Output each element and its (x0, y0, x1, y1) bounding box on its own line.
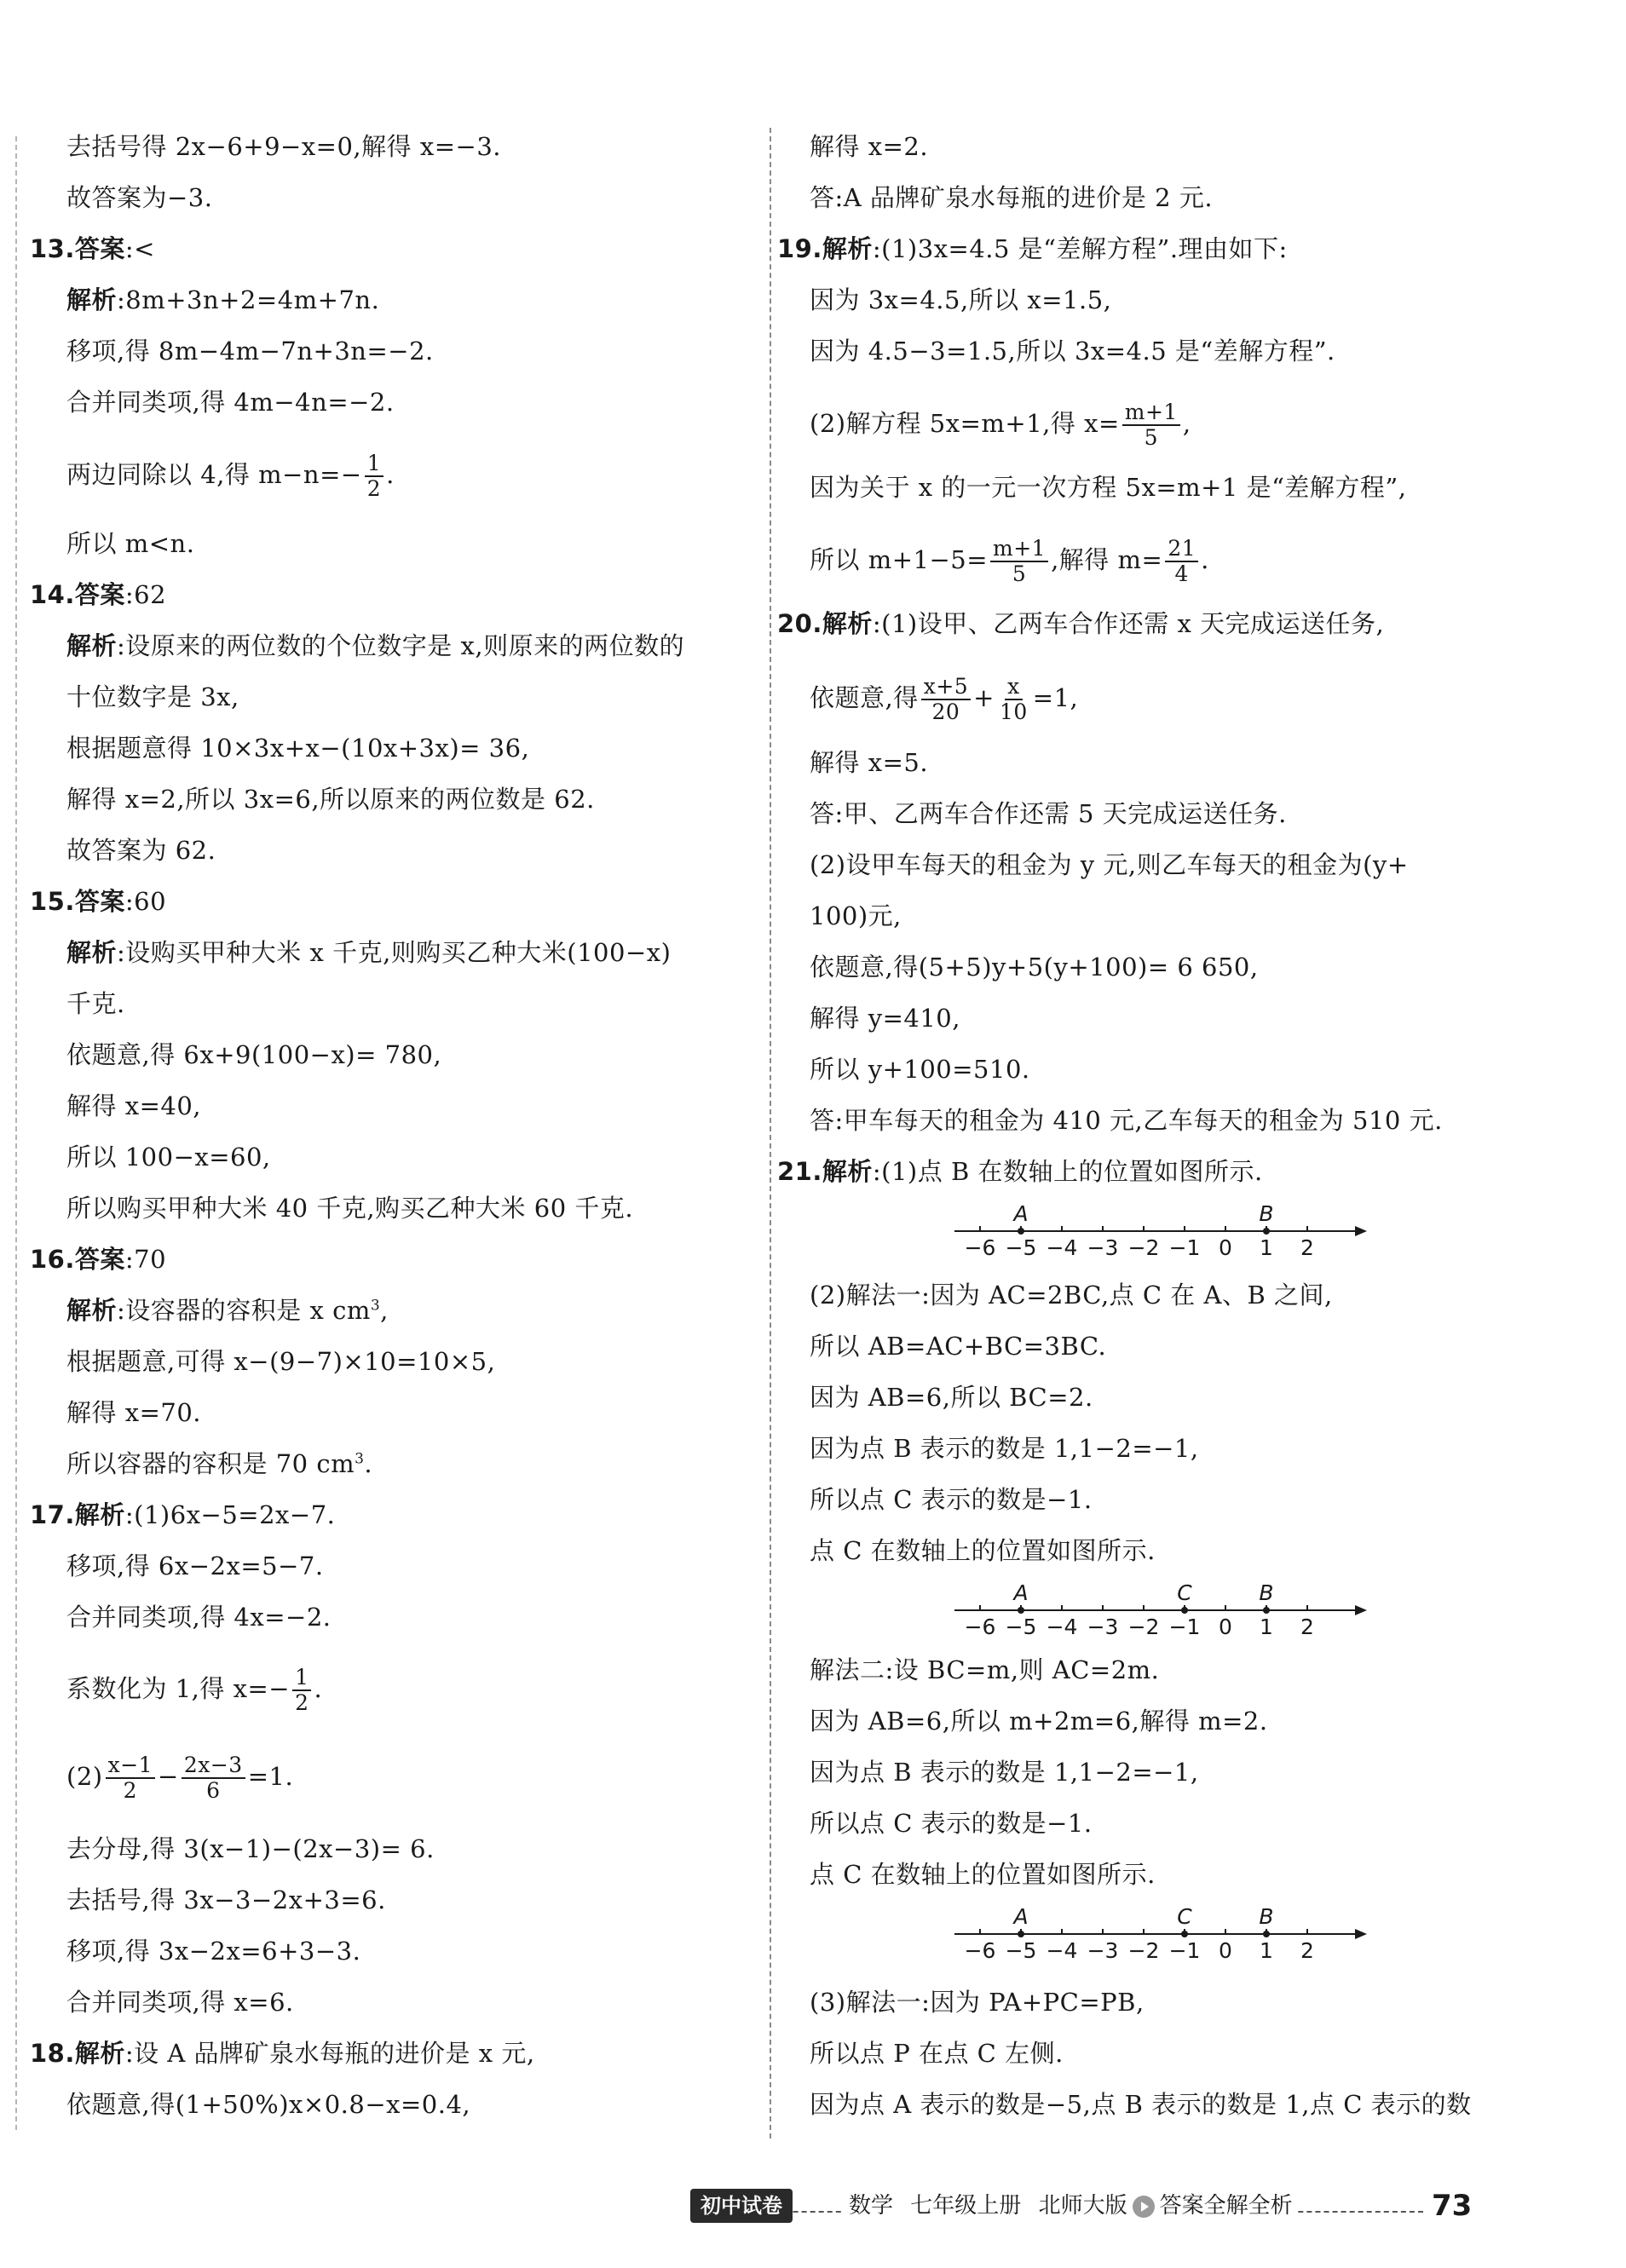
numerator: 2x−3 (182, 1753, 245, 1779)
fraction (1165, 537, 1198, 586)
fraction (997, 675, 1030, 724)
analysis-text: :设容器的容积是 x cm (117, 1296, 371, 1325)
text-line: (2)设甲车每天的租金为 y 元,则乙车每天的租金为(y+ (810, 850, 1409, 879)
fraction (1122, 400, 1180, 450)
point-dot (1018, 1228, 1024, 1235)
numerator: x+5 (921, 675, 971, 700)
q17-analysis (30, 1498, 335, 1532)
text-line: 解得 y=410, (810, 1004, 960, 1033)
series-badge: 初中试卷 (690, 2189, 793, 2223)
analysis-label: 解析 (66, 285, 118, 314)
tick-label: 1 (1260, 1615, 1273, 1639)
text-line: 因为 AB=6,所以 BC=2. (810, 1383, 1093, 1412)
fraction (365, 452, 383, 501)
text-line: 依题意,得 6x+9(100−x)= 780, (66, 1040, 442, 1069)
denominator: 4 (1174, 561, 1189, 586)
point-dot (1181, 1607, 1188, 1614)
point-dot (1263, 1607, 1270, 1614)
fraction (182, 1753, 245, 1803)
text-segment: 所以 m+1−5= (810, 545, 989, 574)
point-dot (1263, 1228, 1270, 1235)
denominator: 2 (366, 476, 382, 501)
page-number: 73 (1432, 2189, 1473, 2223)
point-label: A (1013, 1580, 1029, 1605)
text-segment: , (380, 1296, 389, 1325)
tick-label: −1 (1168, 1938, 1201, 1963)
text-line-with-fraction (810, 400, 1191, 450)
denominator: 10 (999, 699, 1028, 724)
fraction (106, 1753, 155, 1803)
tick-label: 2 (1300, 1235, 1314, 1260)
text-segment: . (1201, 545, 1209, 574)
text-line: 根据题意,可得 x−(9−7)×10=10×5, (66, 1347, 496, 1376)
answer-value: :60 (124, 887, 167, 916)
text-line: 十位数字是 3x, (66, 682, 239, 711)
tick-label: 0 (1219, 1235, 1232, 1260)
text-line: 所以购买甲种大米 40 千克,购买乙种大米 60 千克. (66, 1194, 634, 1223)
tick-label: −2 (1127, 1938, 1160, 1963)
analysis-label: 解析 (822, 609, 873, 638)
answer-label: 答案 (74, 1245, 125, 1274)
text-line: 去括号得 2x−6+9−x=0,解得 x=−3. (66, 132, 501, 161)
text-segment: ,解得 m= (1051, 545, 1163, 574)
point-dot (1263, 1931, 1270, 1937)
analysis-label: 解析 (66, 631, 118, 660)
tick-label: 1 (1260, 1938, 1273, 1963)
question-number: 15. (30, 887, 75, 916)
analysis-text: :(1)设甲、乙两车合作还需 x 天完成运送任务, (872, 609, 1385, 638)
denominator: 6 (206, 1778, 221, 1803)
column-divider (770, 128, 771, 2138)
tick-label: −6 (964, 1938, 996, 1963)
text-segment: , (1182, 409, 1191, 438)
text-line: 因为 3x=4.5,所以 x=1.5, (810, 285, 1112, 314)
answer-label: 答案 (74, 580, 125, 609)
point-label: A (1013, 1904, 1029, 1929)
tick-label: −4 (1046, 1235, 1078, 1260)
edition-label: 北师大版 (1038, 2193, 1127, 2219)
fraction (990, 537, 1048, 586)
text-line: 合并同类项,得 4m−4n=−2. (66, 388, 395, 417)
text-line: 解法二:设 BC=m,则 AC=2m. (810, 1655, 1160, 1684)
answer-value: :70 (124, 1245, 167, 1274)
number-line-3 (954, 1900, 1466, 1972)
subject-label: 数学 (849, 2193, 894, 2219)
point-dot (1018, 1607, 1024, 1614)
text-line: 因为 AB=6,所以 m+2m=6,解得 m=2. (810, 1707, 1268, 1736)
superscript: 3 (355, 1450, 365, 1468)
tick-label: −4 (1046, 1938, 1078, 1963)
analysis-label: 解析 (822, 234, 873, 263)
analysis-text: :设购买甲种大米 x 千克,则购买乙种大米(100−x) (117, 938, 672, 967)
question-number: 17. (30, 1500, 75, 1529)
text-segment: 依题意,得 (810, 683, 919, 712)
numerator: x−1 (106, 1753, 155, 1779)
denominator: 5 (1144, 425, 1158, 450)
text-line-with-fraction (66, 1666, 322, 1715)
tick-label: −2 (1127, 1615, 1160, 1639)
number-line-1 (954, 1197, 1466, 1269)
text-segment: (2) (66, 1762, 103, 1791)
answer-value: :62 (124, 580, 167, 609)
point-label: B (1259, 1201, 1274, 1226)
text-line: 解得 x=5. (810, 748, 929, 777)
text-line: 所以点 C 表示的数是−1. (810, 1485, 1093, 1514)
tick-label: −5 (1005, 1938, 1037, 1963)
denominator: 2 (123, 1778, 138, 1803)
text-line: 所以 y+100=510. (810, 1055, 1030, 1084)
text-segment: + (973, 683, 995, 712)
text-line: 故答案为−3. (66, 183, 213, 212)
text-line: 100)元, (810, 901, 902, 930)
denominator: 5 (1012, 561, 1027, 586)
text-line: 解得 x=70. (66, 1398, 201, 1427)
analysis-text: :设原来的两位数的个位数字是 x,则原来的两位数的 (117, 631, 685, 660)
analysis-text: :(1)6x−5=2x−7. (124, 1500, 336, 1529)
footer-meta (844, 2189, 1298, 2223)
q15-analysis (66, 935, 671, 970)
binding-margin-line (15, 136, 17, 2130)
question-number: 13. (30, 234, 75, 263)
text-line: 合并同类项,得 4x=−2. (66, 1603, 332, 1632)
superscript: 3 (370, 1297, 381, 1315)
question-number: 14. (30, 580, 75, 609)
tick-label: −5 (1005, 1615, 1037, 1639)
text-line: 所以 AB=AC+BC=3BC. (810, 1332, 1107, 1361)
answer-label: 答案 (74, 234, 125, 263)
text-line: 答:甲车每天的租金为 410 元,乙车每天的租金为 510 元. (810, 1106, 1443, 1135)
tick-label: −2 (1127, 1235, 1160, 1260)
denominator: 20 (931, 699, 960, 724)
text-line: 移项,得 8m−4m−7n+3n=−2. (66, 337, 434, 366)
tick-label: 1 (1260, 1235, 1273, 1260)
text-line: 移项,得 3x−2x=6+3−3. (66, 1937, 361, 1966)
analysis-text: :(1)点 B 在数轴上的位置如图所示. (872, 1157, 1263, 1186)
arrow-head (1355, 1226, 1367, 1236)
text-line: 点 C 在数轴上的位置如图所示. (810, 1536, 1156, 1565)
text-line: 解得 x=40, (66, 1091, 201, 1120)
text-segment: =1, (1032, 683, 1079, 712)
number-line-3-svg (954, 1900, 1466, 1968)
text-line: 移项,得 6x−2x=5−7. (66, 1551, 324, 1580)
numerator: 1 (292, 1666, 311, 1691)
text-line: 因为点 B 表示的数是 1,1−2=−1, (810, 1434, 1199, 1463)
text-line-with-fraction (810, 675, 1078, 724)
analysis-label: 解析 (66, 938, 118, 967)
question-number: 21. (777, 1157, 822, 1186)
text-line: 所以点 C 表示的数是−1. (810, 1809, 1093, 1838)
answer-label: 答案 (74, 887, 125, 916)
tick-label: −1 (1168, 1235, 1201, 1260)
arrow-right-icon (1133, 2196, 1155, 2218)
text-line: 因为点 A 表示的数是−5,点 B 表示的数是 1,点 C 表示的数 (810, 2090, 1472, 2119)
text-segment: . (364, 1449, 373, 1478)
answers-label: 答案全解全析 (1159, 2193, 1293, 2219)
text-segment: =1. (247, 1762, 294, 1791)
text-segment: (2)解方程 5x=m+1,得 x= (810, 409, 1120, 438)
analysis-text: :设 A 品牌矿泉水每瓶的进价是 x 元, (124, 2039, 535, 2068)
tick-label: 2 (1300, 1938, 1314, 1963)
arrow-head (1355, 1605, 1367, 1615)
analysis-text: :(1)3x=4.5 是“差解方程”.理由如下: (872, 234, 1288, 263)
text-segment: 系数化为 1,得 x=− (66, 1674, 291, 1703)
text-line: 去分母,得 3(x−1)−(2x−3)= 6. (66, 1834, 435, 1863)
text-line (66, 1447, 372, 1481)
tick-label: −4 (1046, 1615, 1078, 1639)
analysis-label: 解析 (66, 1296, 118, 1325)
q13-analysis (66, 283, 379, 317)
fraction (292, 1666, 311, 1715)
question-number: 20. (777, 609, 822, 638)
text-line: 根据题意得 10×3x+x−(10x+3x)= 36, (66, 734, 530, 763)
point-label: B (1259, 1580, 1274, 1605)
text-line: 因为关于 x 的一元一次方程 5x=m+1 是“差解方程”, (810, 473, 1407, 502)
page-footer (690, 2185, 1585, 2226)
question-number: 19. (777, 234, 822, 263)
text-line: 去括号,得 3x−3−2x+3=6. (66, 1885, 386, 1914)
q14-answer (30, 578, 166, 612)
text-segment: . (314, 1674, 323, 1703)
number-line-2-svg (954, 1576, 1466, 1644)
q16-analysis (66, 1293, 389, 1327)
text-line: 解得 x=2,所以 3x=6,所以原来的两位数是 62. (66, 785, 595, 814)
point-label: C (1177, 1580, 1192, 1605)
analysis-label: 解析 (822, 1157, 873, 1186)
text-segment: 两边同除以 4,得 m−n=− (66, 460, 362, 489)
tick-label: −3 (1087, 1938, 1119, 1963)
text-line: 千克. (66, 989, 125, 1018)
answer-value: :< (124, 234, 155, 263)
tick-label: 0 (1219, 1615, 1232, 1639)
q18-analysis (30, 2036, 535, 2070)
text-segment: 所以容器的容积是 70 cm (66, 1449, 355, 1478)
point-label: A (1013, 1201, 1029, 1226)
number-line-1-svg (954, 1197, 1466, 1265)
question-number: 16. (30, 1245, 75, 1274)
text-line: (3)解法一:因为 PA+PC=PB, (810, 1988, 1145, 2017)
tick-label: −3 (1087, 1235, 1119, 1260)
analysis-text: :8m+3n+2=4m+7n. (117, 285, 380, 314)
q13-answer (30, 232, 155, 266)
q19-analysis (777, 232, 1288, 266)
text-line: 所以 100−x=60, (66, 1143, 271, 1171)
text-line: 答:A 品牌矿泉水每瓶的进价是 2 元. (810, 183, 1214, 212)
arrow-head (1355, 1929, 1367, 1939)
q14-analysis (66, 629, 684, 663)
numerator: 21 (1165, 537, 1198, 562)
text-line: 依题意,得(1+50%)x×0.8−x=0.4, (66, 2090, 471, 2119)
numerator: m+1 (1122, 400, 1180, 426)
text-line: 所以点 P 在点 C 左侧. (810, 2039, 1064, 2068)
numerator: 1 (365, 452, 383, 477)
point-label: B (1259, 1904, 1274, 1929)
tick-label: −6 (964, 1235, 996, 1260)
fraction (921, 675, 971, 724)
text-line: 依题意,得(5+5)y+5(y+100)= 6 650, (810, 953, 1259, 981)
q15-answer (30, 884, 166, 918)
analysis-label: 解析 (74, 2039, 125, 2068)
text-line: 因为 4.5−3=1.5,所以 3x=4.5 是“差解方程”. (810, 337, 1335, 366)
q16-answer (30, 1242, 166, 1276)
tick-label: 2 (1300, 1615, 1314, 1639)
tick-label: −6 (964, 1615, 996, 1639)
grade-label: 七年级上册 (910, 2193, 1022, 2219)
denominator: 2 (295, 1690, 309, 1715)
point-label: C (1177, 1904, 1192, 1929)
tick-label: −5 (1005, 1235, 1037, 1260)
q21-analysis (777, 1154, 1263, 1189)
text-line-with-fraction (66, 452, 395, 501)
numerator: m+1 (990, 537, 1048, 562)
question-number: 18. (30, 2039, 75, 2068)
tick-label: −1 (1168, 1615, 1201, 1639)
text-line-with-fraction (810, 537, 1209, 586)
text-line: 解得 x=2. (810, 132, 929, 161)
q20-analysis (777, 607, 1384, 641)
text-line-with-fraction (66, 1753, 293, 1803)
numerator: x (1005, 675, 1023, 700)
text-segment: − (158, 1762, 179, 1791)
text-line: 点 C 在数轴上的位置如图所示. (810, 1860, 1156, 1889)
tick-label: −3 (1087, 1615, 1119, 1639)
text-segment: . (386, 460, 395, 489)
text-line: 合并同类项,得 x=6. (66, 1988, 294, 2017)
text-line: 答:甲、乙两车合作还需 5 天完成运送任务. (810, 799, 1287, 828)
analysis-label: 解析 (74, 1500, 125, 1529)
text-line: 因为点 B 表示的数是 1,1−2=−1, (810, 1758, 1199, 1787)
number-line-2 (954, 1576, 1466, 1648)
tick-label: 0 (1219, 1938, 1232, 1963)
text-line: 所以 m<n. (66, 529, 195, 558)
point-dot (1181, 1931, 1188, 1937)
point-dot (1018, 1931, 1024, 1937)
text-line: (2)解法一:因为 AC=2BC,点 C 在 A、B 之间, (810, 1281, 1333, 1310)
text-line: 故答案为 62. (66, 836, 216, 865)
